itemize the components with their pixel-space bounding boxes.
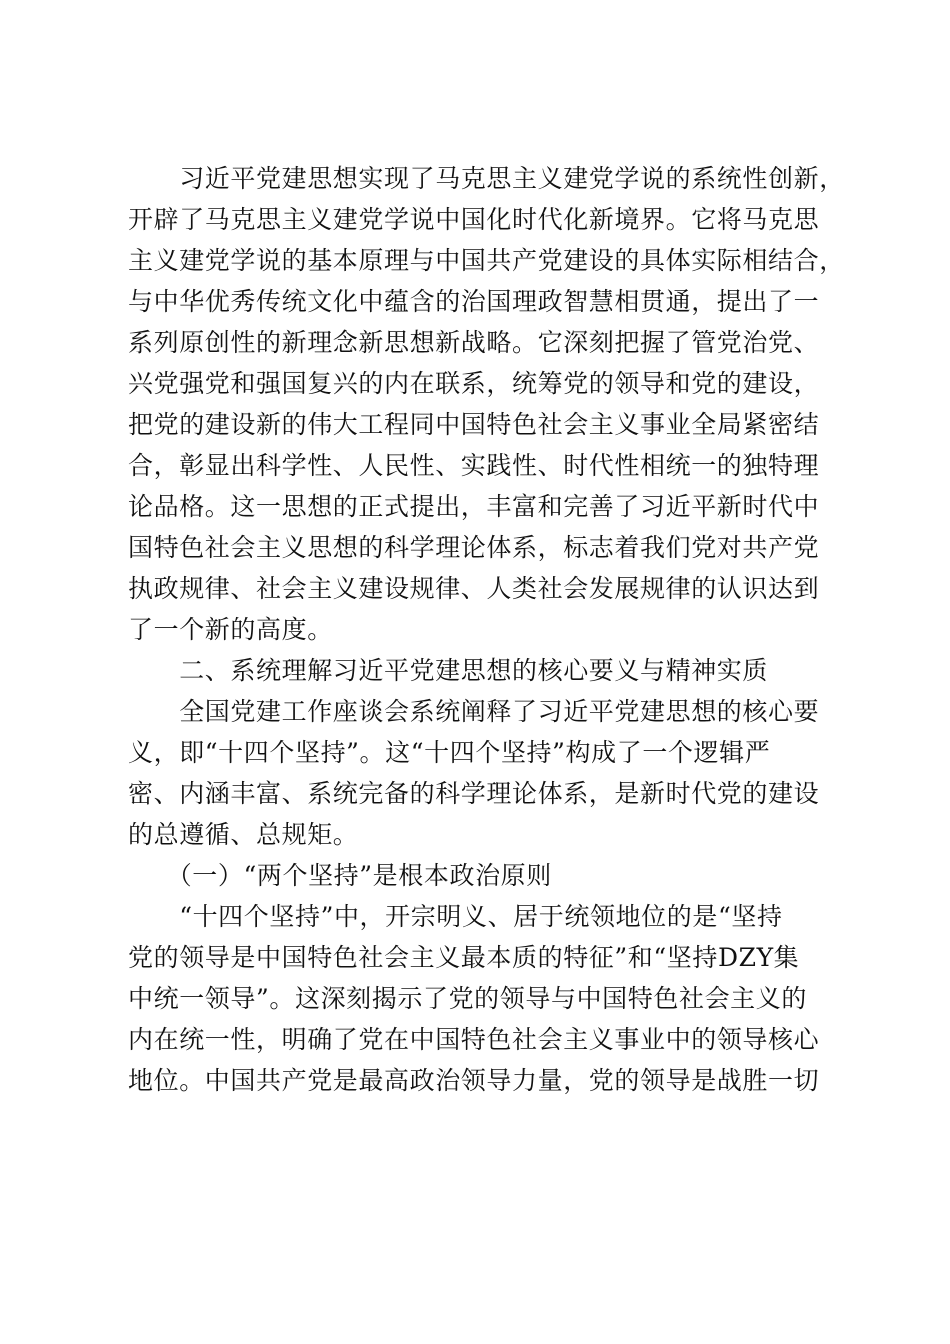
paragraph-line-14: 全国党建工作座谈会系统阐释了习近平党建思想的核心要 xyxy=(128,697,820,726)
paragraph-line-21: 中统一领导”。这深刻揭示了党的领导与中国特色社会主义的 xyxy=(128,984,807,1013)
paragraph-line-16: 密、内涵丰富、系统完备的科学理论体系，是新时代党的建设 xyxy=(128,779,820,808)
paragraph-line-15: 义，即“十四个坚持”。这“十四个坚持”构成了一个逻辑严 xyxy=(128,738,771,767)
paragraph-line-4: 与中华优秀传统文化中蕴含的治国理政智慧相贯通，提出了一 xyxy=(128,287,820,316)
paragraph-line-5: 系列原创性的新理念新思想新战略。它深刻把握了管党治党、 xyxy=(128,328,820,357)
paragraph-line-9: 论品格。这一思想的正式提出，丰富和完善了习近平新时代中 xyxy=(128,492,820,521)
paragraph-line-12: 了一个新的高度。 xyxy=(128,615,333,644)
paragraph-line-7: 把党的建设新的伟大工程同中国特色社会主义事业全局紧密结 xyxy=(128,410,820,439)
paragraph-line-17: 的总遵循、总规矩。 xyxy=(128,820,359,849)
subsection-heading: （一）“两个坚持”是根本政治原则 xyxy=(128,861,552,890)
section-heading: 二、系统理解习近平党建思想的核心要义与精神实质 xyxy=(128,656,769,685)
paragraph-line-23: 地位。中国共产党是最高政治领导力量，党的领导是战胜一切 xyxy=(128,1066,820,1095)
paragraph-line-6: 兴党强党和强国复兴的内在联系，统筹党的领导和党的建设， xyxy=(128,369,820,398)
paragraph-line-8: 合，彰显出科学性、人民性、实践性、时代性相统一的独特理 xyxy=(128,451,820,480)
paragraph-line-11: 执政规律、社会主义建设规律、人类社会发展规律的认识达到 xyxy=(128,574,820,603)
paragraph-line-3: 主义建党学说的基本原理与中国共产党建设的具体实际相结合， xyxy=(128,246,845,275)
paragraph-line-10: 国特色社会主义思想的科学理论体系，标志着我们党对共产党 xyxy=(128,533,820,562)
document-body xyxy=(128,158,845,1101)
paragraph-line-19: “十四个坚持”中，开宗明义、居于统领地位的是“坚持 xyxy=(128,902,783,931)
paragraph-line-2: 开辟了马克思主义建党学说中国化时代化新境界。它将马克思 xyxy=(128,205,820,234)
paragraph-line-22: 内在统一性，明确了党在中国特色社会主义事业中的领导核心 xyxy=(128,1025,820,1054)
paragraph-line-1: 习近平党建思想实现了马克思主义建党学说的系统性创新， xyxy=(128,164,845,193)
paragraph-line-20: 党的领导是中国特色社会主义最本质的特征”和“坚持DZY集 xyxy=(128,943,800,972)
